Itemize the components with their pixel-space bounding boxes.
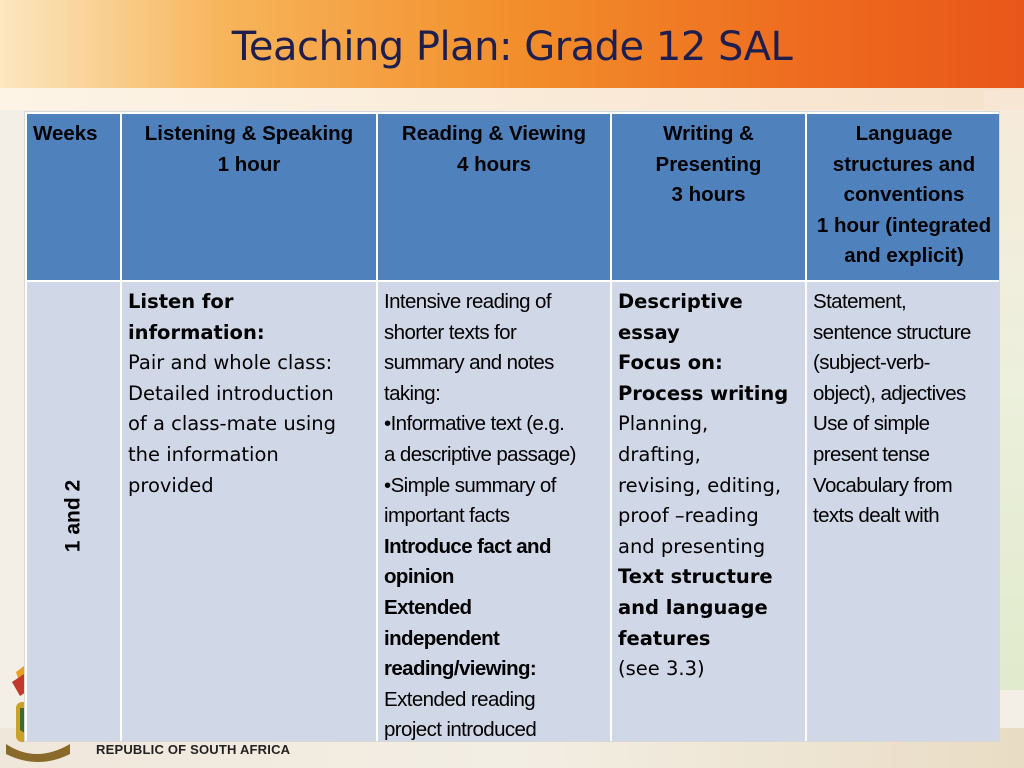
- teaching-plan-table: [24, 111, 1000, 742]
- header-reading-viewing: Reading & Viewing 4 hours: [377, 113, 611, 281]
- cell-writing-presenting: Descriptive essay Focus on: Process writing Planning, drafting, revising, editing, proof –reading and presenting Text structure and language features (see 3.3): [611, 281, 806, 742]
- cell-language-structures: Statement, sentence structure (subject-verb- object), adjectives Use of simple present tense Vocabulary from texts dealt with: [806, 281, 1000, 742]
- decorative-strip: [0, 88, 1024, 110]
- footer-country: REPUBLIC OF SOUTH AFRICA: [96, 742, 291, 757]
- listening-heading: Listen for information:: [128, 290, 265, 344]
- cell-listening-speaking: Listen for information: Pair and whole class: Detailed introduction of a class-mate using the information provided: [121, 281, 377, 742]
- table-header-row: [26, 113, 1000, 281]
- table-row: [26, 281, 1000, 742]
- cell-weeks: [26, 281, 121, 742]
- header-writing-presenting: Writing & Presenting 3 hours: [611, 113, 806, 281]
- header-language-structures: Language structures and conventions 1 hour (integrated and explicit): [806, 113, 1000, 281]
- header-listening-speaking: Listening & Speaking 1 hour: [121, 113, 377, 281]
- cell-reading-viewing: Intensive reading of shorter texts for summary and notes taking: •Informative text (e.g. a descriptive passage) •Simple summary of important facts Introduce fact and opinion Extended independent reading/viewing: Extended reading project introduced: [377, 281, 611, 742]
- title-bar: [0, 0, 1024, 88]
- weeks-label: 1 and 2: [61, 480, 85, 553]
- header-weeks: Weeks: [26, 113, 121, 281]
- slide-title: Teaching Plan: Grade 12 SAL: [231, 24, 793, 70]
